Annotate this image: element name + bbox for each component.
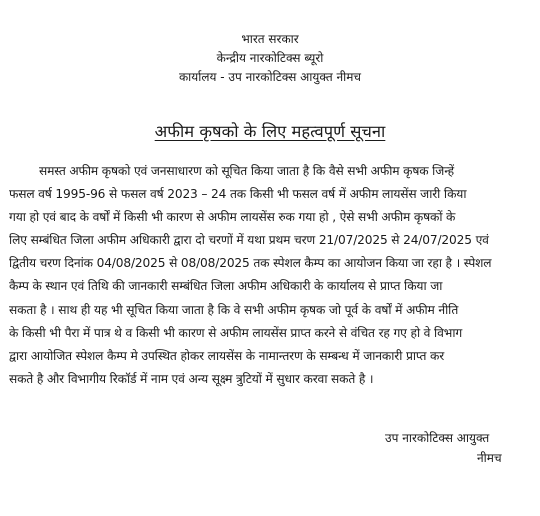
notice-title: [0, 121, 540, 143]
body-line: के किसी भी पैरा में पात्र थे व किसी भी कारण से अफीम लायसेंस प्राप्त करने से वंचित रह गए हो वे विभाग: [9, 325, 463, 340]
signature-block: [385, 428, 502, 468]
body-line: सकता है । साथ ही यह भी सूचित किया जाता है कि वे सभी अफीम कृषक जो पूर्व के वर्षों में अफीम नीति: [9, 302, 459, 317]
header-government: भारत सरकार: [241, 32, 299, 46]
notice-body: [9, 160, 531, 391]
body-line: लिए सम्बंधित जिला अफीम अधिकारी द्वारा दो चरणों में यथा प्रथम चरण 21/07/2025 से 24/07/2025 एवं: [9, 233, 489, 248]
signature-designation: उप नारकोटिक्स आयुक्त: [385, 431, 490, 445]
body-line: कैम्प के स्थान एवं तिथि की जानकारी सम्बंधित जिला अफीम अधिकारी के कार्यालय से प्राप्त किया जा: [9, 279, 443, 294]
header-office: कार्यालय - उप नारकोटिक्स आयुक्त नीमच: [178, 70, 362, 84]
office-header: [150, 30, 390, 87]
signature-place: नीमच: [477, 451, 502, 465]
header-bureau: केन्द्रीय नारकोटिक्स ब्यूरो: [216, 51, 324, 65]
body-line: गया हो एवं बाद के वर्षों में किसी भी कारण से अफीम लायसेंस रुक गया हो , ऐसे सभी अफीम कृषकों के: [9, 210, 456, 225]
notice-title-text: अफीम कृषको के लिए महत्वपूर्ण सूचना: [154, 122, 386, 141]
body-line: समस्त अफीम कृषको एवं जनसाधारण को सूचित किया जाता है कि वैसे सभी अफीम कृषक जिन्हें: [39, 164, 455, 178]
body-line: फसल वर्ष 1995-96 से फसल वर्ष 2023 – 24 तक किसी भी फसल वर्ष में अफीम लायसेंस जारी किया: [9, 187, 467, 202]
body-line: द्वारा आयोजित स्पेशल कैम्प मे उपस्थित होकर लायसेंस के नामान्तरण के सम्बन्ध में जानकारी प्राप्त कर: [9, 348, 445, 363]
body-line: द्वितीय चरण दिनांक 04/08/2025 से 08/08/2025 तक स्पेशल कैम्प का आयोजन किया जा रहा है । स्पेशल: [9, 256, 492, 271]
body-line: सकते है और विभागीय रिकॉर्ड में नाम एवं अन्य सूक्ष्म त्रुटियों में सुधार करवा सकते है ।: [9, 371, 374, 386]
